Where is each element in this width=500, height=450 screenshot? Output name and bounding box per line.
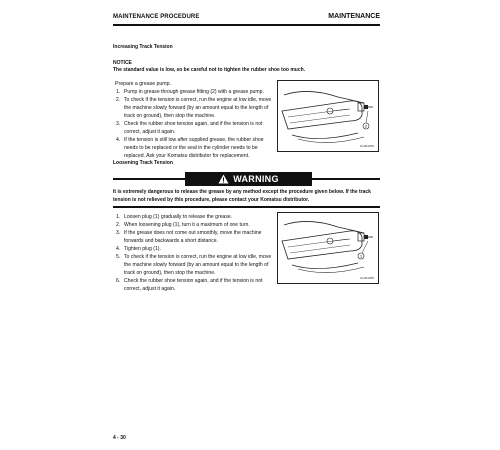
step-text: Pump in grease through grease fitting (2) with a grease pump. (124, 89, 264, 95)
warning-banner (185, 172, 312, 186)
step-number: 6. (116, 278, 121, 284)
grease-fitting-figure (277, 80, 379, 152)
notice-text: The standard value is low, so be careful not to tighten the rubber shoe too much. (113, 67, 306, 73)
callout-2: 2 (364, 123, 368, 129)
loosening-steps (116, 213, 278, 293)
figure-code: 3LAB1055 (359, 276, 374, 280)
step-text: If the tension is still low after supplied grease, the rubber shoe needs to be replaced or the seal in the cylinder needs to be replaced. Ask your Komatsu distributor for replacement. (124, 137, 264, 159)
step-item (116, 213, 278, 221)
step-number: 1. (116, 214, 121, 220)
loosening-title: Loosening Track Tension (113, 160, 173, 166)
step-text: When loosening plug (1), turn it a maximum of one turn. (124, 222, 250, 228)
header-rule (113, 24, 380, 26)
step-number: 1. (116, 89, 121, 95)
header-section-right: MAINTENANCE (328, 13, 380, 20)
step-item (116, 96, 278, 120)
step-item (116, 120, 278, 136)
increasing-title: Increasing Track Tension (113, 44, 173, 50)
step-number: 4. (116, 137, 121, 143)
step-item (116, 253, 278, 277)
step-item (116, 221, 278, 229)
page-number: 4 - 30 (113, 435, 126, 441)
step-number: 4. (116, 246, 121, 252)
increasing-steps (116, 88, 278, 160)
step-text: Check the rubber shoe tension again, and if the tension is not correct, adjust it again. (124, 278, 263, 292)
warning-rule-bottom (113, 206, 380, 208)
intro-text: Prepare a grease pump. (115, 81, 171, 87)
track-adjuster-illustration (278, 213, 378, 283)
step-number: 3. (116, 230, 121, 236)
header-section-left: MAINTENANCE PROCEDURE (113, 14, 200, 20)
warning-label: WARNING (233, 174, 279, 184)
callout-1: 1 (359, 253, 363, 259)
track-adjuster-illustration (278, 81, 378, 151)
warning-triangle-icon (218, 174, 229, 184)
step-text: To check if the tension is correct, run the engine at low idle, move the machine slowly forward (by an amount equal to the length of track on ground), then stop the machine. (124, 97, 272, 119)
plug-figure (277, 212, 379, 284)
step-number: 3. (116, 121, 121, 127)
step-text: Check the rubber shoe tension again, and if the tension is not correct, adjust it again. (124, 121, 263, 135)
step-number: 2. (116, 222, 121, 228)
step-item (116, 229, 278, 245)
step-number: 5. (116, 254, 121, 260)
notice-label: NOTICE (113, 60, 132, 66)
step-text: If the grease does not come out smoothly, move the machine forwards and backwards a short distance. (124, 230, 262, 244)
step-number: 2. (116, 97, 121, 103)
warning-text: It is extremely dangerous to release the grease by any method except the procedure given below. If the track tension is not relieved by this procedure, please contact your Komatsu distributor. (113, 189, 371, 203)
step-text: Loosen plug (1) gradually to release the grease. (124, 214, 233, 220)
step-text: To check if the tension is correct, run the engine at low idle, move the machine slowly forward (by an amount equal to the length of track on ground), then stop the machine. (124, 254, 272, 276)
step-item (116, 245, 278, 253)
figure-code: 3LAB1056 (359, 144, 374, 148)
step-item (116, 277, 278, 293)
step-text: Tighten plug (1). (124, 246, 161, 252)
step-item (116, 136, 278, 160)
step-item (116, 88, 278, 96)
